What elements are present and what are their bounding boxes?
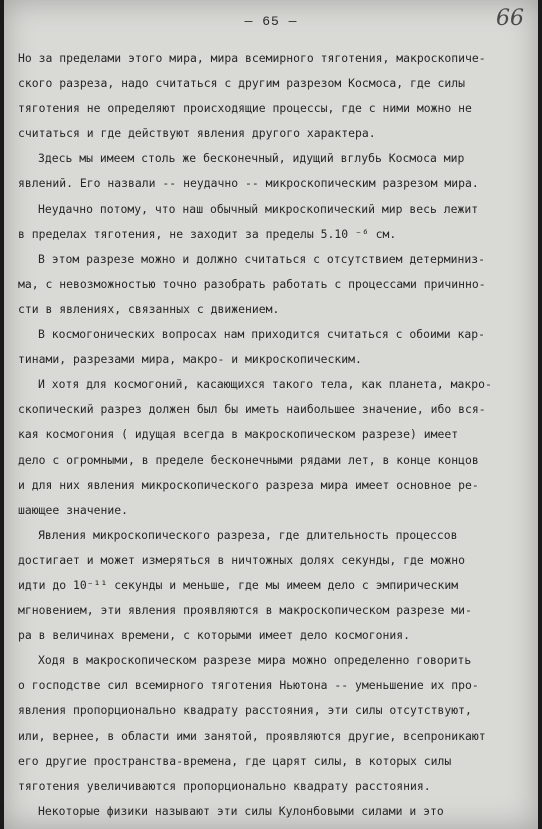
- text-line: считаться и где действуют явления другого характера.: [18, 126, 376, 141]
- text-line: И хотя для космогоний, касающихся такого тела, как планета, макро-: [38, 377, 492, 392]
- text-line: кая космогония ( идущая всегда в макроскопическом разрезе) имеет: [18, 427, 459, 442]
- text-line: идти до 10⁻¹¹ секунды и меньше, где мы имеем дело с эмпирическим: [18, 577, 459, 592]
- text-line: Неудачно потому, что наш обычный микроскопический мир весь лежит: [38, 201, 479, 216]
- text-line: достигает и может измеряться в ничтожных долях секунды, где можно: [18, 552, 466, 567]
- text-line: Ходя в макроскопическом разрезе мира можно определенно говорить: [38, 653, 472, 668]
- text-line: в пределах тяготения, не заходит за пределы 5.10 ⁻⁶ см.: [18, 226, 397, 241]
- text-line: скопический разрез должен был бы иметь наибольшее значение, ибо вся-: [18, 402, 486, 417]
- text-line: явлений. Его назвали -- неудачно -- микроскопическим разрезом мира.: [18, 176, 479, 191]
- text-line: шающее значение.: [18, 502, 129, 517]
- typewritten-text: [18, 46, 516, 824]
- text-line: явления пропорционально квадрату расстояния, эти силы отсутствуют,: [18, 703, 472, 718]
- text-line: ра в величинах времени, с которыми имеет дело космогония.: [18, 628, 411, 643]
- text-line: тинами, разрезами мира, макро- и микроскопическим.: [18, 352, 362, 367]
- text-line: В космогонических вопросах нам приходится считаться с обоими кар-: [38, 327, 486, 342]
- text-line: Но за пределами этого мира, мира всемирного тяготения, макроскопиче-: [18, 51, 486, 65]
- text-line: дело с огромными, в пределе бесконечными рядами лет, в конце концов: [18, 452, 479, 467]
- text-line: Здесь мы имеем столь же бесконечный, идущий вглубь Космоса мир: [38, 151, 465, 166]
- text-line: Некоторые физики называют эти силы Кулонбовыми силами и это: [38, 803, 444, 818]
- text-line: тяготения увеличиваются пропорционально квадрату расстояния.: [18, 778, 431, 793]
- text-line: ма, с невозможностью точно разобрать работать с процессами причинно-: [18, 276, 486, 291]
- text-line: и для них явления микроскопического разреза мира имеет основное ре-: [18, 477, 479, 492]
- document-page: [4, 0, 538, 829]
- text-line: о господстве сил всемирного тяготения Ньютона -- уменьшение их про-: [18, 678, 479, 693]
- text-line: Явления микроскопического разреза, где длительность процессов: [38, 527, 458, 542]
- text-line: его другие пространства-времена, где царят силы, в которых силы: [18, 753, 452, 768]
- text-line: В этом разрезе можно и должно считаться с отсутствием детерминиз-: [38, 251, 486, 266]
- text-line: сти в явлениях, связанных с движением.: [18, 301, 280, 316]
- text-line: или, вернее, в области ими занятой, проявляются другие, всепроникают: [18, 728, 486, 743]
- page-number: — 65 —: [244, 14, 298, 29]
- text-line: тяготения не определяют происходящие процессы, где с ними можно не: [18, 101, 472, 116]
- archive-page-number: 66: [496, 6, 524, 31]
- text-line: ского разреза, надо считаться с другим разрезом Космоса, где силы: [18, 76, 466, 91]
- text-line: мгновением, эти явления проявляются в макроскопическом разрезе ми-: [18, 603, 472, 618]
